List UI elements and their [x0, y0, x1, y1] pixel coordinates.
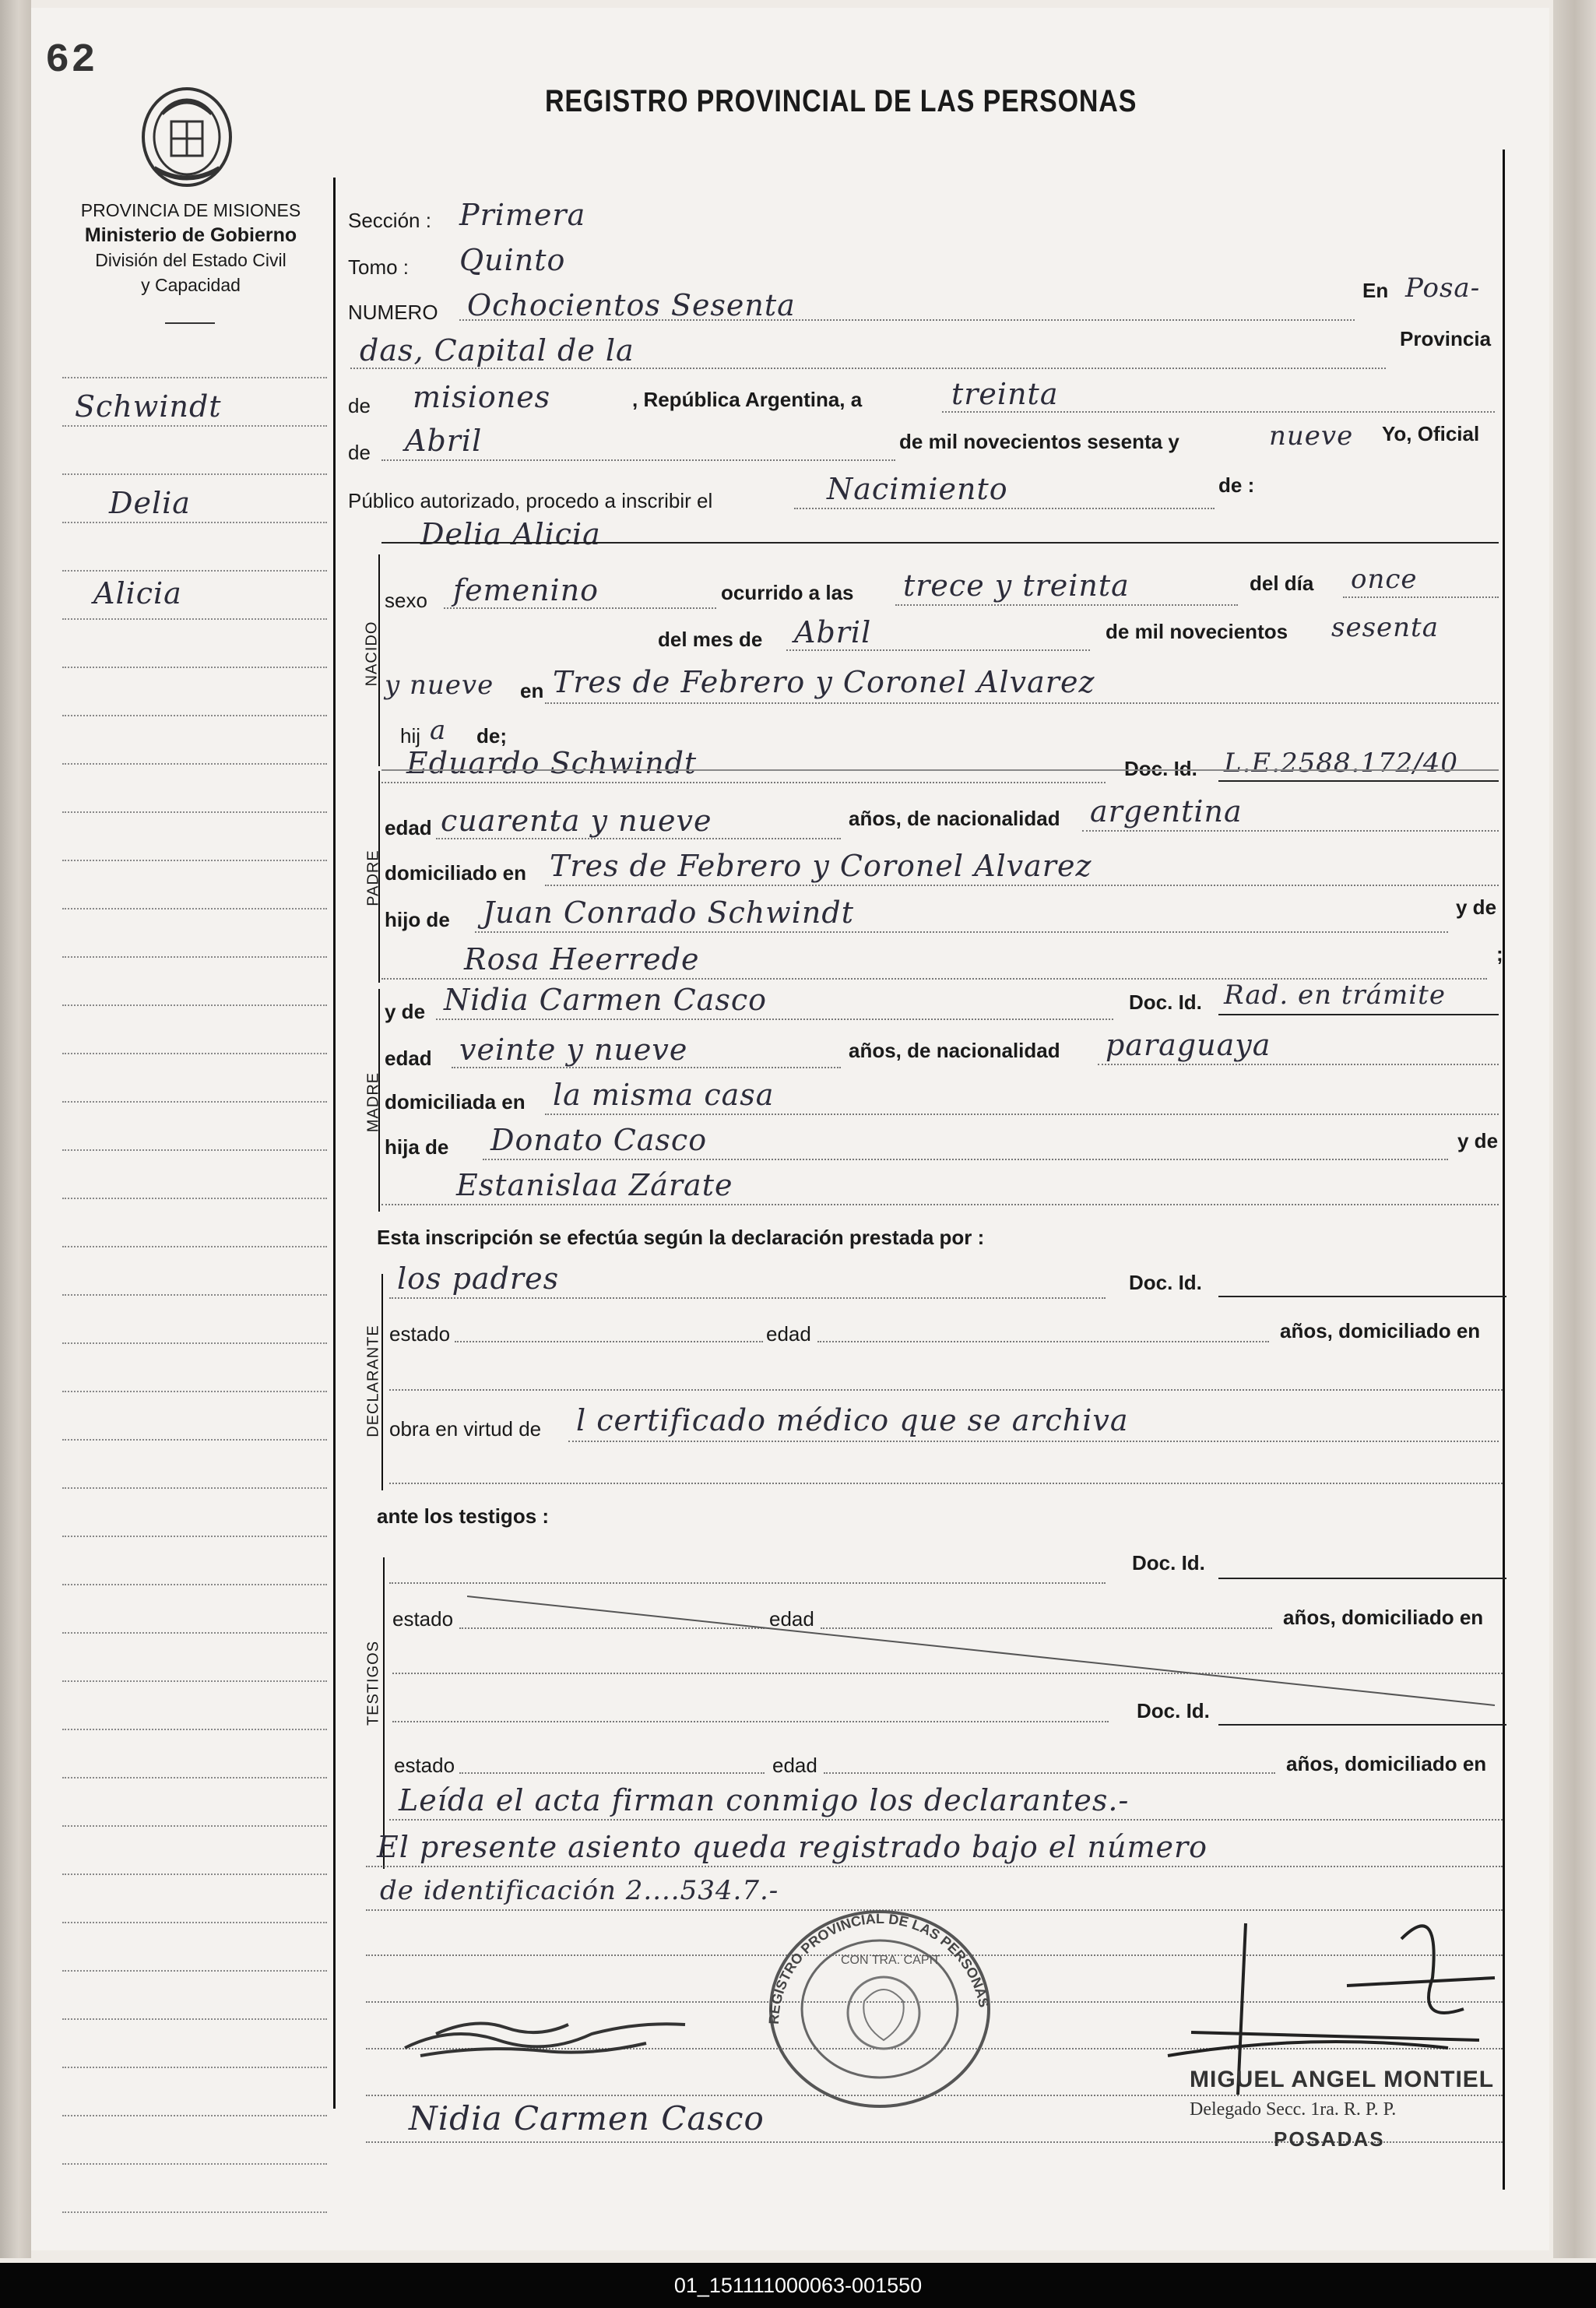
- madre-hija-label: hija de: [385, 1135, 449, 1159]
- divider: [165, 322, 215, 324]
- margin-rule: [62, 667, 327, 668]
- ministry-line-1: PROVINCIA DE MISIONES: [80, 200, 301, 220]
- margin-rule: [62, 2211, 327, 2213]
- nacido-name: Delia Alicia: [420, 517, 601, 551]
- margin-rule: [62, 1825, 327, 1827]
- sexo-value: femenino: [453, 573, 599, 607]
- margin-rule: [62, 570, 327, 572]
- margin-surname: Schwindt: [75, 389, 222, 424]
- testigo2-doc-line: [1218, 1724, 1506, 1726]
- margin-rule: [62, 860, 327, 861]
- madre-edad-value: veinte y nueve: [459, 1033, 688, 1067]
- declarant-signature: [389, 1993, 747, 2087]
- testigo1-doc-label: Doc. Id.: [1132, 1551, 1205, 1574]
- declarante-dom-line: [389, 1389, 1503, 1391]
- declarante-name: los padres: [397, 1261, 560, 1296]
- dia-line: [1343, 596, 1499, 598]
- en-label: En: [1362, 279, 1389, 302]
- declarante-estado-line: [455, 1341, 763, 1342]
- numero-value: Ochocientos Sesenta: [467, 288, 796, 322]
- note-rule-1: [389, 1819, 1503, 1821]
- seccion-value: Primera: [459, 198, 586, 232]
- oficial-label: Yo, Oficial: [1382, 422, 1480, 445]
- margin-rule: [62, 1342, 327, 1344]
- padre-name: Eduardo Schwindt: [406, 746, 698, 780]
- padre-yde-label: y de: [1456, 895, 1497, 919]
- ministry-line-3: División del Estado Civil: [95, 250, 287, 270]
- padre-edad-value: cuarenta y nueve: [441, 804, 712, 838]
- madre-section-label: MADRE: [364, 1071, 382, 1133]
- acto-line: [794, 508, 1215, 509]
- testigo2-edad-label: edad: [772, 1754, 817, 1777]
- madre-dom-value: la misma casa: [553, 1078, 775, 1112]
- madre-doc-label: Doc. Id.: [1129, 990, 1202, 1014]
- note-line-2: El presente asiento queda registrado bajo el número: [377, 1830, 1208, 1864]
- padre-nac-line: [1082, 830, 1499, 832]
- margin-rule: [62, 1101, 327, 1103]
- margin-rule: [62, 1680, 327, 1682]
- numero-label: NUMERO: [348, 301, 438, 324]
- madre-doc-value: Rad. en trámite: [1224, 980, 1446, 1011]
- official-city: POSADAS: [1274, 2127, 1385, 2151]
- hija-de-label: de;: [476, 724, 507, 748]
- declarante-intro: Esta inscripción se efectúa según la declaración prestada por :: [377, 1226, 985, 1249]
- nacido-top-line: [381, 542, 1499, 544]
- tomo-label: Tomo :: [348, 255, 410, 279]
- margin-rule: [62, 1439, 327, 1441]
- hora-line: [895, 604, 1238, 606]
- note-rule-2: [366, 1866, 1503, 1867]
- declarante-doc-line: [1218, 1296, 1506, 1297]
- padre-name-line: [381, 782, 1106, 783]
- margin-rule: [62, 1198, 327, 1199]
- padre-top-rule: [381, 769, 1499, 771]
- madre-doc-line: [1218, 1014, 1499, 1015]
- hija-label: hij: [400, 724, 421, 748]
- margin-rule: [62, 2115, 327, 2116]
- right-border: [1503, 150, 1505, 2190]
- padre-dom-value: Tres de Febrero y Coronel Alvarez: [550, 849, 1092, 883]
- stamp-outer-text: REGISTRO PROVINCIAL DE LAS PERSONAS: [765, 1910, 993, 2025]
- testigo2-estado-label: estado: [394, 1754, 455, 1777]
- margin-rule: [62, 425, 327, 427]
- declarante-estado-label: estado: [389, 1322, 451, 1346]
- declarante-section-label: DECLARANTE: [364, 1325, 382, 1437]
- margin-rule: [62, 811, 327, 813]
- official-title: Delegado Secc. 1ra. R. P. P.: [1190, 2099, 1397, 2120]
- ministry-line-4: y Capacidad: [141, 275, 241, 295]
- madre-nac-value: paraguaya: [1106, 1028, 1271, 1062]
- seccion-label: Sección :: [348, 209, 431, 232]
- margin-rule: [62, 1584, 327, 1585]
- testigo1-anios-label: años, domiciliado en: [1283, 1606, 1484, 1629]
- ministry-line-2: Ministerio de Gobierno: [84, 224, 297, 246]
- testigo1-name-line: [389, 1582, 1106, 1584]
- anio-value-1: sesenta: [1331, 612, 1439, 643]
- provincia-label: Provincia: [1400, 327, 1492, 350]
- cancel-stroke: [467, 1589, 1503, 1713]
- padre-nac-value: argentina: [1090, 794, 1243, 829]
- provincial-seal-icon: [139, 83, 235, 192]
- mes-label: del mes de: [658, 628, 763, 651]
- official-name: MIGUEL ANGEL MONTIEL: [1190, 2067, 1495, 2092]
- anio-value-2: y nueve: [385, 670, 494, 701]
- margin-rule: [62, 1632, 327, 1634]
- declarante-obra-label: obra en virtud de: [389, 1417, 542, 1441]
- margin-rule: [62, 473, 327, 475]
- sexo-line: [444, 607, 716, 609]
- margin-rule: [62, 1149, 327, 1151]
- testigos-bracket: [383, 1557, 385, 1869]
- margin-rule: [62, 618, 327, 620]
- testigo1-doc-line: [1218, 1578, 1506, 1579]
- margin-rule: [62, 1873, 327, 1875]
- ministry-block: [43, 198, 339, 297]
- padre-hijo-value: Juan Conrado Schwindt: [483, 895, 854, 930]
- madre-name: Nidia Carmen Casco: [444, 983, 767, 1017]
- page-number: 62: [45, 37, 97, 83]
- acto-value: Nacimiento: [827, 472, 1008, 506]
- padre-hijo-line: [475, 931, 1448, 933]
- padre-nac-label: años, de nacionalidad: [849, 807, 1060, 830]
- month-line: [381, 459, 895, 461]
- madre-madre-value: Estanislaa Zárate: [456, 1168, 733, 1202]
- day-value: treinta: [951, 377, 1059, 411]
- margin-rule: [62, 1004, 327, 1006]
- testigos-intro: ante los testigos :: [377, 1504, 550, 1528]
- page-edge: [1553, 0, 1596, 2258]
- testigo2-estado-line: [459, 1772, 765, 1774]
- margin-first-name: Delia: [109, 486, 191, 520]
- city-line: [350, 368, 1386, 369]
- stamp-inner-text: CON TRA. CAPIT: [841, 1954, 940, 1967]
- hija-suffix: a: [430, 715, 447, 746]
- margin-rule: [62, 1777, 327, 1778]
- testigo2-edad-line: [824, 1772, 1275, 1774]
- declarante-anios-label: años, domiciliado en: [1280, 1319, 1481, 1342]
- sexo-label: sexo: [385, 589, 427, 612]
- declarante-obra-value: l certificado médico que se archiva: [576, 1403, 1129, 1437]
- padre-edad-label: edad: [385, 816, 432, 839]
- madre-name-line: [436, 1019, 1113, 1020]
- dia-label: del día: [1250, 572, 1314, 595]
- madre-dom-label: domiciliada en: [385, 1090, 526, 1114]
- madre-hija-value: Donato Casco: [490, 1123, 708, 1157]
- padre-doc-line: [1218, 780, 1499, 782]
- madre-dom-line: [545, 1114, 1499, 1115]
- margin-rule: [62, 1053, 327, 1054]
- margin-rule: [62, 715, 327, 716]
- year-label: de mil novecientos sesenta y: [899, 430, 1179, 453]
- mes-line: [786, 649, 1090, 651]
- madre-nac-line: [1098, 1064, 1499, 1065]
- padre-doc-label: Doc. Id.: [1124, 757, 1197, 780]
- note-line-3: de identificación 2....534.7.-: [380, 1875, 779, 1906]
- de2-label: de :: [1218, 473, 1255, 497]
- madre-yde-label: y de: [385, 1000, 426, 1023]
- lugar-value: Tres de Febrero y Coronel Alvarez: [553, 665, 1095, 699]
- declarante-edad-label: edad: [766, 1322, 811, 1346]
- margin-rule: [62, 377, 327, 378]
- madre-edad-line: [452, 1067, 841, 1068]
- testigo2-name-line: [392, 1721, 1109, 1722]
- en-value: Posa-: [1405, 273, 1481, 304]
- declarante-edad-line: [817, 1341, 1269, 1342]
- padre-madre-value: Rosa Heerrede: [464, 942, 700, 976]
- padre-dom-label: domiciliado en: [385, 861, 527, 885]
- de-label: de: [348, 394, 371, 417]
- declarante-name-line: [389, 1297, 1106, 1299]
- margin-rule: [62, 1729, 327, 1730]
- publico-label: Público autorizado, procedo a inscribir el: [348, 489, 713, 512]
- padre-semicolon: ;: [1496, 942, 1503, 966]
- margin-rule: [62, 522, 327, 523]
- tomo-value: Quinto: [459, 243, 566, 277]
- margin-rule: [62, 1246, 327, 1247]
- de-label-2: de: [348, 441, 371, 464]
- hora-value: trece y treinta: [903, 568, 1130, 603]
- madre-edad-label: edad: [385, 1047, 432, 1070]
- padre-section-label: PADRE: [364, 850, 382, 906]
- declarante-obra-line: [568, 1441, 1499, 1442]
- declarante-extra-line: [389, 1483, 1503, 1484]
- madre-nac-label: años, de nacionalidad: [849, 1039, 1060, 1062]
- madre-yde2-label: y de: [1457, 1129, 1499, 1152]
- nacido-en-label: en: [520, 679, 544, 702]
- margin-rule: [62, 1294, 327, 1296]
- padre-dom-line: [545, 885, 1499, 886]
- provincia-value: misiones: [413, 380, 551, 414]
- lugar-line: [545, 702, 1499, 704]
- ocurrido-label: ocurrido a las: [721, 581, 854, 604]
- margin-rule: [62, 2067, 327, 2068]
- city-value: das, Capital de la: [360, 333, 635, 368]
- note-line-1: Leída el acta firman conmigo los declarantes.-: [399, 1783, 1130, 1817]
- nacido-section-label: NACIDO: [363, 621, 381, 687]
- madre-madre-line: [381, 1204, 1499, 1205]
- testigo1-estado-label: estado: [392, 1607, 454, 1631]
- padre-edad-line: [436, 838, 841, 839]
- dia-value: once: [1351, 564, 1418, 595]
- year-value: nueve: [1269, 420, 1354, 452]
- testigo1-edad-label: edad: [769, 1607, 814, 1631]
- mes-value: Abril: [794, 615, 872, 649]
- margin-rule: [62, 956, 327, 958]
- margin-rule: [62, 2018, 327, 2020]
- month-value: Abril: [405, 424, 483, 458]
- mil-label: de mil novecientos: [1106, 620, 1288, 643]
- margin-rule: [62, 1487, 327, 1489]
- madre-hija-line: [483, 1159, 1448, 1160]
- margin-rule: [62, 763, 327, 765]
- margin-rule: [62, 1922, 327, 1923]
- mother-signature: Nidia Carmen Casco: [409, 2099, 765, 2137]
- margin-rule: [62, 2163, 327, 2165]
- margin-rule: [62, 1391, 327, 1392]
- left-border: [333, 178, 336, 2109]
- padre-doc-value: L.E.2588.172/40: [1224, 748, 1458, 779]
- testigos-section-label: TESTIGOS: [364, 1640, 382, 1726]
- margin-rule: [62, 908, 327, 909]
- document-title: REGISTRO PROVINCIAL DE LAS PERSONAS: [545, 84, 1137, 118]
- binder-spine: [0, 0, 31, 2258]
- testigo2-doc-label: Doc. Id.: [1137, 1699, 1210, 1722]
- margin-rule: [62, 1970, 327, 1972]
- image-id-footer: 01_151111000063-001550: [0, 2263, 1596, 2308]
- margin-second-name: Alicia: [93, 576, 182, 610]
- official-stamp: [747, 1877, 1012, 2110]
- padre-hijo-label: hijo de: [385, 908, 450, 931]
- margin-rule: [62, 1536, 327, 1537]
- republica-label: , República Argentina, a: [632, 388, 863, 411]
- declarante-doc-label: Doc. Id.: [1129, 1271, 1202, 1294]
- testigo2-anios-label: años, domiciliado en: [1286, 1752, 1487, 1775]
- day-line: [942, 411, 1495, 413]
